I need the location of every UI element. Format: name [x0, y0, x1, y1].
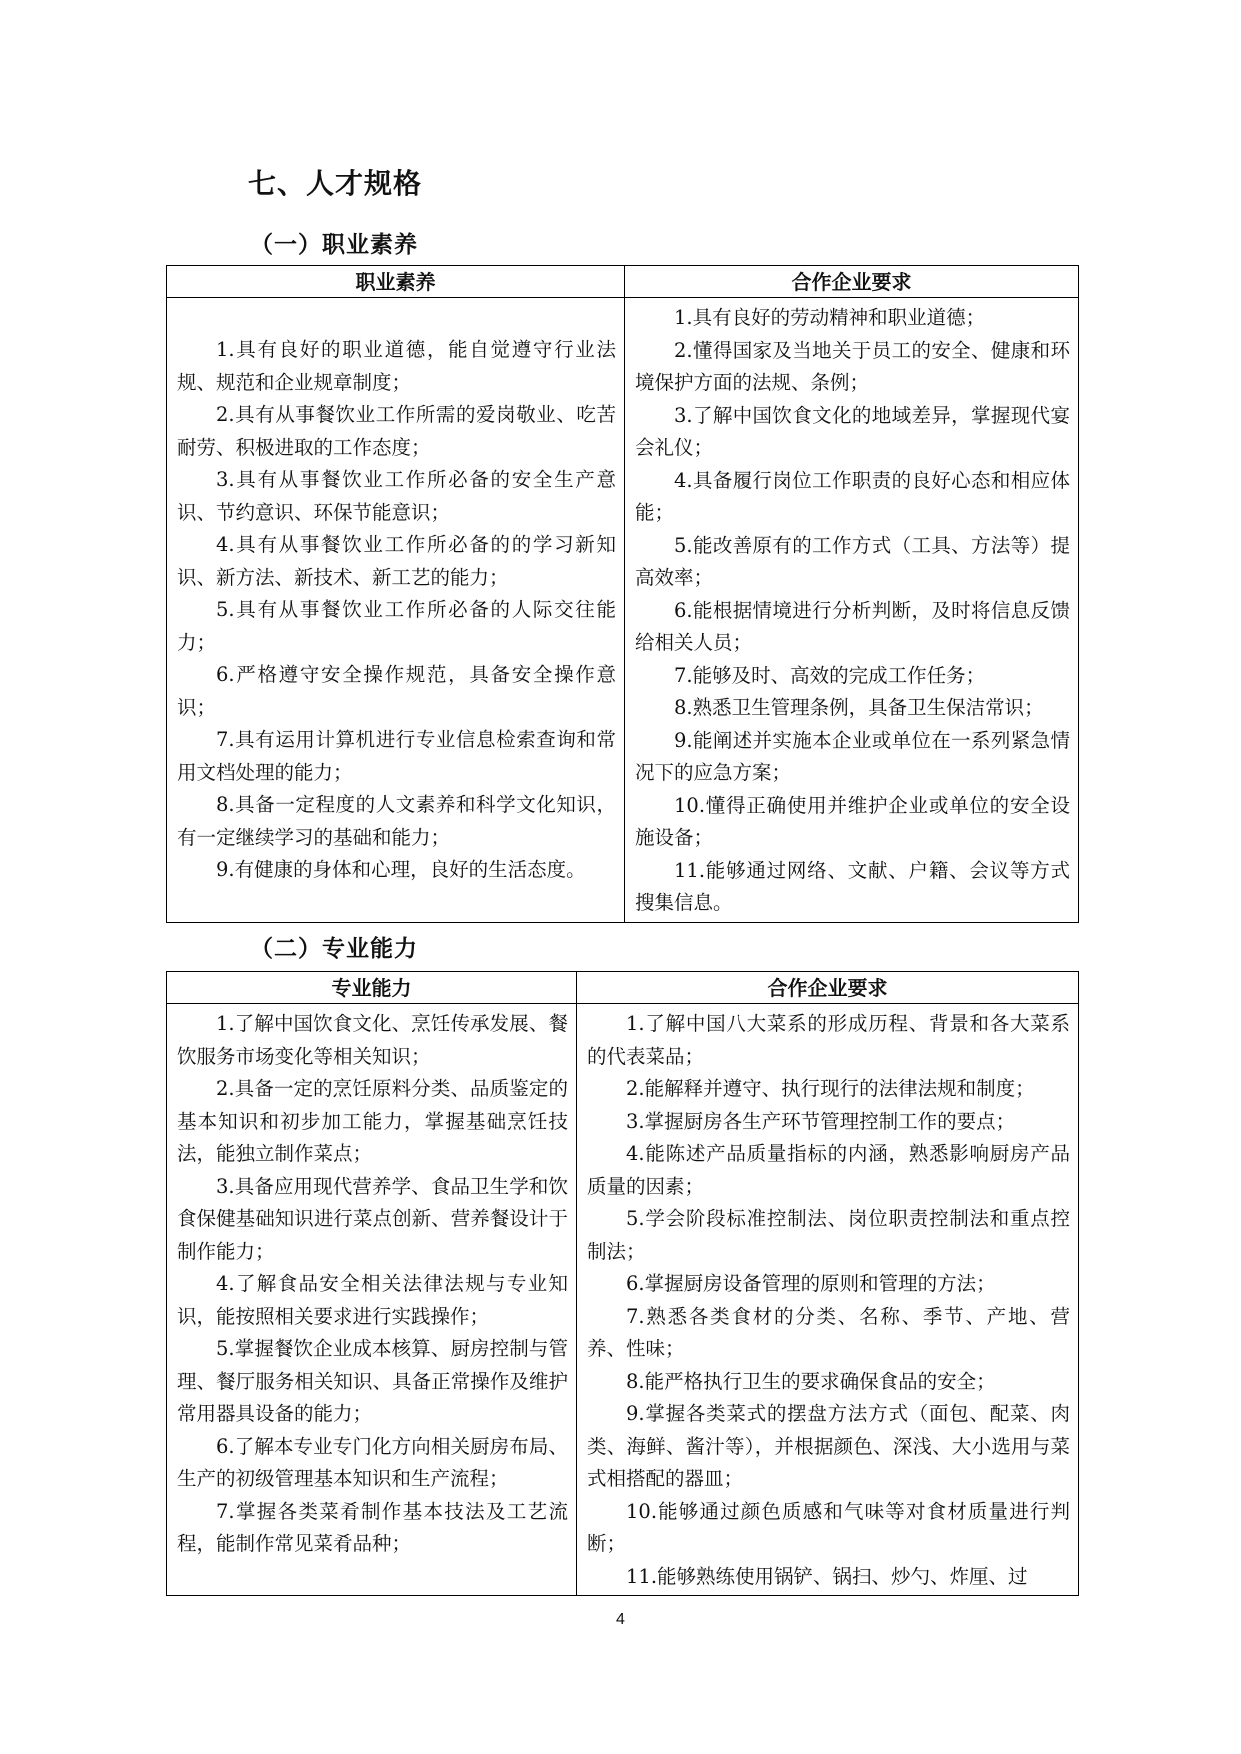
- enterprise-requirements-cell: [625, 298, 1079, 923]
- column-header: 专业能力: [167, 972, 577, 1004]
- list-item: 8.具备一定程度的人文素养和科学文化知识，有一定继续学习的基础和能力；: [177, 793, 616, 849]
- list-item: 5.学会阶段标准控制法、岗位职责控制法和重点控制法；: [587, 1207, 1070, 1263]
- enterprise-requirements-cell: [577, 1004, 1079, 1596]
- column-header: 职业素养: [167, 266, 625, 298]
- table-row: [167, 298, 1079, 923]
- list-item: 8.能严格执行卫生的要求确保食品的安全；: [626, 1369, 996, 1393]
- section-title-professional-ability: （二）专业能力: [250, 935, 418, 962]
- list-item: 6.严格遵守安全操作规范，具备安全操作意识；: [177, 663, 616, 719]
- list-item: 5.能改善原有的工作方式（工具、方法等）提高效率；: [635, 533, 1070, 589]
- list-item: 7.熟悉各类食材的分类、名称、季节、产地、营养、性味；: [587, 1304, 1070, 1360]
- list-item: 3.具备应用现代营养学、食品卫生学和饮食保健基础知识进行菜点创新、营养餐设计于制作能力；: [177, 1174, 568, 1263]
- list-item: 7.具有运用计算机进行专业信息检索查询和常用文档处理的能力；: [177, 728, 616, 784]
- quality-list-cell: [167, 298, 625, 923]
- list-item: 2.能解释并遵守、执行现行的法律法规和制度；: [626, 1077, 1035, 1100]
- page-number: 4: [616, 1611, 625, 1628]
- list-item: 2.具有从事餐饮业工作所需的爱岗敬业、吃苦耐劳、积极进取的工作态度；: [177, 403, 616, 459]
- list-item: 3.具有从事餐饮业工作所必备的安全生产意识、节约意识、环保节能意识；: [177, 468, 616, 524]
- list-item: 3.掌握厨房各生产环节管理控制工作的要点；: [626, 1109, 1016, 1133]
- section-title-professional-quality: （一）职业素养: [250, 231, 418, 258]
- professional-quality-table: [166, 265, 1079, 923]
- list-item: 6.了解本专业专门化方向相关厨房布局、生产的初级管理基本知识和生产流程；: [177, 1434, 568, 1490]
- list-item: 9.掌握各类菜式的摆盘方法方式（面包、配菜、肉类、海鲜、酱汁等），并根据颜色、深浅、大小选用与菜式相搭配的器皿；: [587, 1402, 1070, 1490]
- table-header-row: [167, 266, 1079, 298]
- list-item: 4.了解食品安全相关法律法规与专业知识，能按照相关要求进行实践操作；: [177, 1272, 568, 1328]
- list-item: 7.掌握各类菜肴制作基本技法及工艺流程，能制作常见菜肴品种；: [177, 1499, 568, 1555]
- ability-list-cell: [167, 1004, 577, 1596]
- list-item: 9.有健康的身体和心理，良好的生活态度。: [216, 858, 586, 881]
- list-item: 1.具有良好的职业道德，能自觉遵守行业法规、规范和企业规章制度；: [177, 338, 616, 394]
- page-title: 七、人才规格: [248, 167, 423, 200]
- list-item: 4.具备履行岗位工作职责的良好心态和相应体能；: [635, 468, 1070, 524]
- list-item: 2.具备一定的烹饪原料分类、品质鉴定的基本知识和初步加工能力，掌握基础烹饪技法，能独立制作菜点；: [177, 1077, 568, 1165]
- list-item: 10.能够通过颜色质感和气味等对食材质量进行判断；: [587, 1499, 1070, 1555]
- column-header: 合作企业要求: [625, 266, 1079, 298]
- list-item: 1.了解中国八大菜系的形成历程、背景和各大菜系的代表菜品；: [587, 1012, 1070, 1068]
- list-item: 5.掌握餐饮企业成本核算、厨房控制与管理、餐厅服务相关知识、具备正常操作及维护常用器具设备的能力；: [177, 1337, 568, 1425]
- professional-ability-table: [166, 971, 1079, 1596]
- list-item: 1.具有良好的劳动精神和职业道德；: [674, 306, 986, 329]
- column-header: 合作企业要求: [577, 972, 1079, 1004]
- list-item: 5.具有从事餐饮业工作所必备的人际交往能力；: [177, 598, 616, 654]
- table-header-row: [167, 972, 1079, 1004]
- list-item: 11.能够通过网络、文献、户籍、会议等方式搜集信息。: [635, 858, 1070, 914]
- list-item: 3.了解中国饮食文化的地域差异，掌握现代宴会礼仪；: [635, 403, 1070, 459]
- table-row: [167, 1004, 1079, 1596]
- list-item: 1.了解中国饮食文化、烹饪传承发展、餐饮服务市场变化等相关知识；: [177, 1012, 568, 1068]
- list-item: 4.具有从事餐饮业工作所必备的的学习新知识、新方法、新技术、新工艺的能力；: [177, 533, 616, 589]
- list-item: 7.能够及时、高效的完成工作任务；: [674, 663, 986, 687]
- list-item: 11.能够熟练使用锅铲、锅扫、炒勺、炸厘、过: [626, 1564, 1028, 1588]
- list-item: 6.能根据情境进行分析判断，及时将信息反馈给相关人员；: [635, 598, 1070, 654]
- list-item: 10.懂得正确使用并维护企业或单位的安全设施设备；: [635, 793, 1070, 849]
- list-item: 9.能阐述并实施本企业或单位在一系列紧急情况下的应急方案；: [635, 728, 1070, 784]
- list-item: 4.能陈述产品质量指标的内涵，熟悉影响厨房产品质量的因素；: [587, 1142, 1070, 1198]
- list-item: 6.掌握厨房设备管理的原则和管理的方法；: [626, 1272, 996, 1295]
- list-item: 2.懂得国家及当地关于员工的安全、健康和环境保护方面的法规、条例；: [635, 338, 1070, 394]
- list-item: 8.熟悉卫生管理条例，具备卫生保洁常识；: [674, 696, 1044, 719]
